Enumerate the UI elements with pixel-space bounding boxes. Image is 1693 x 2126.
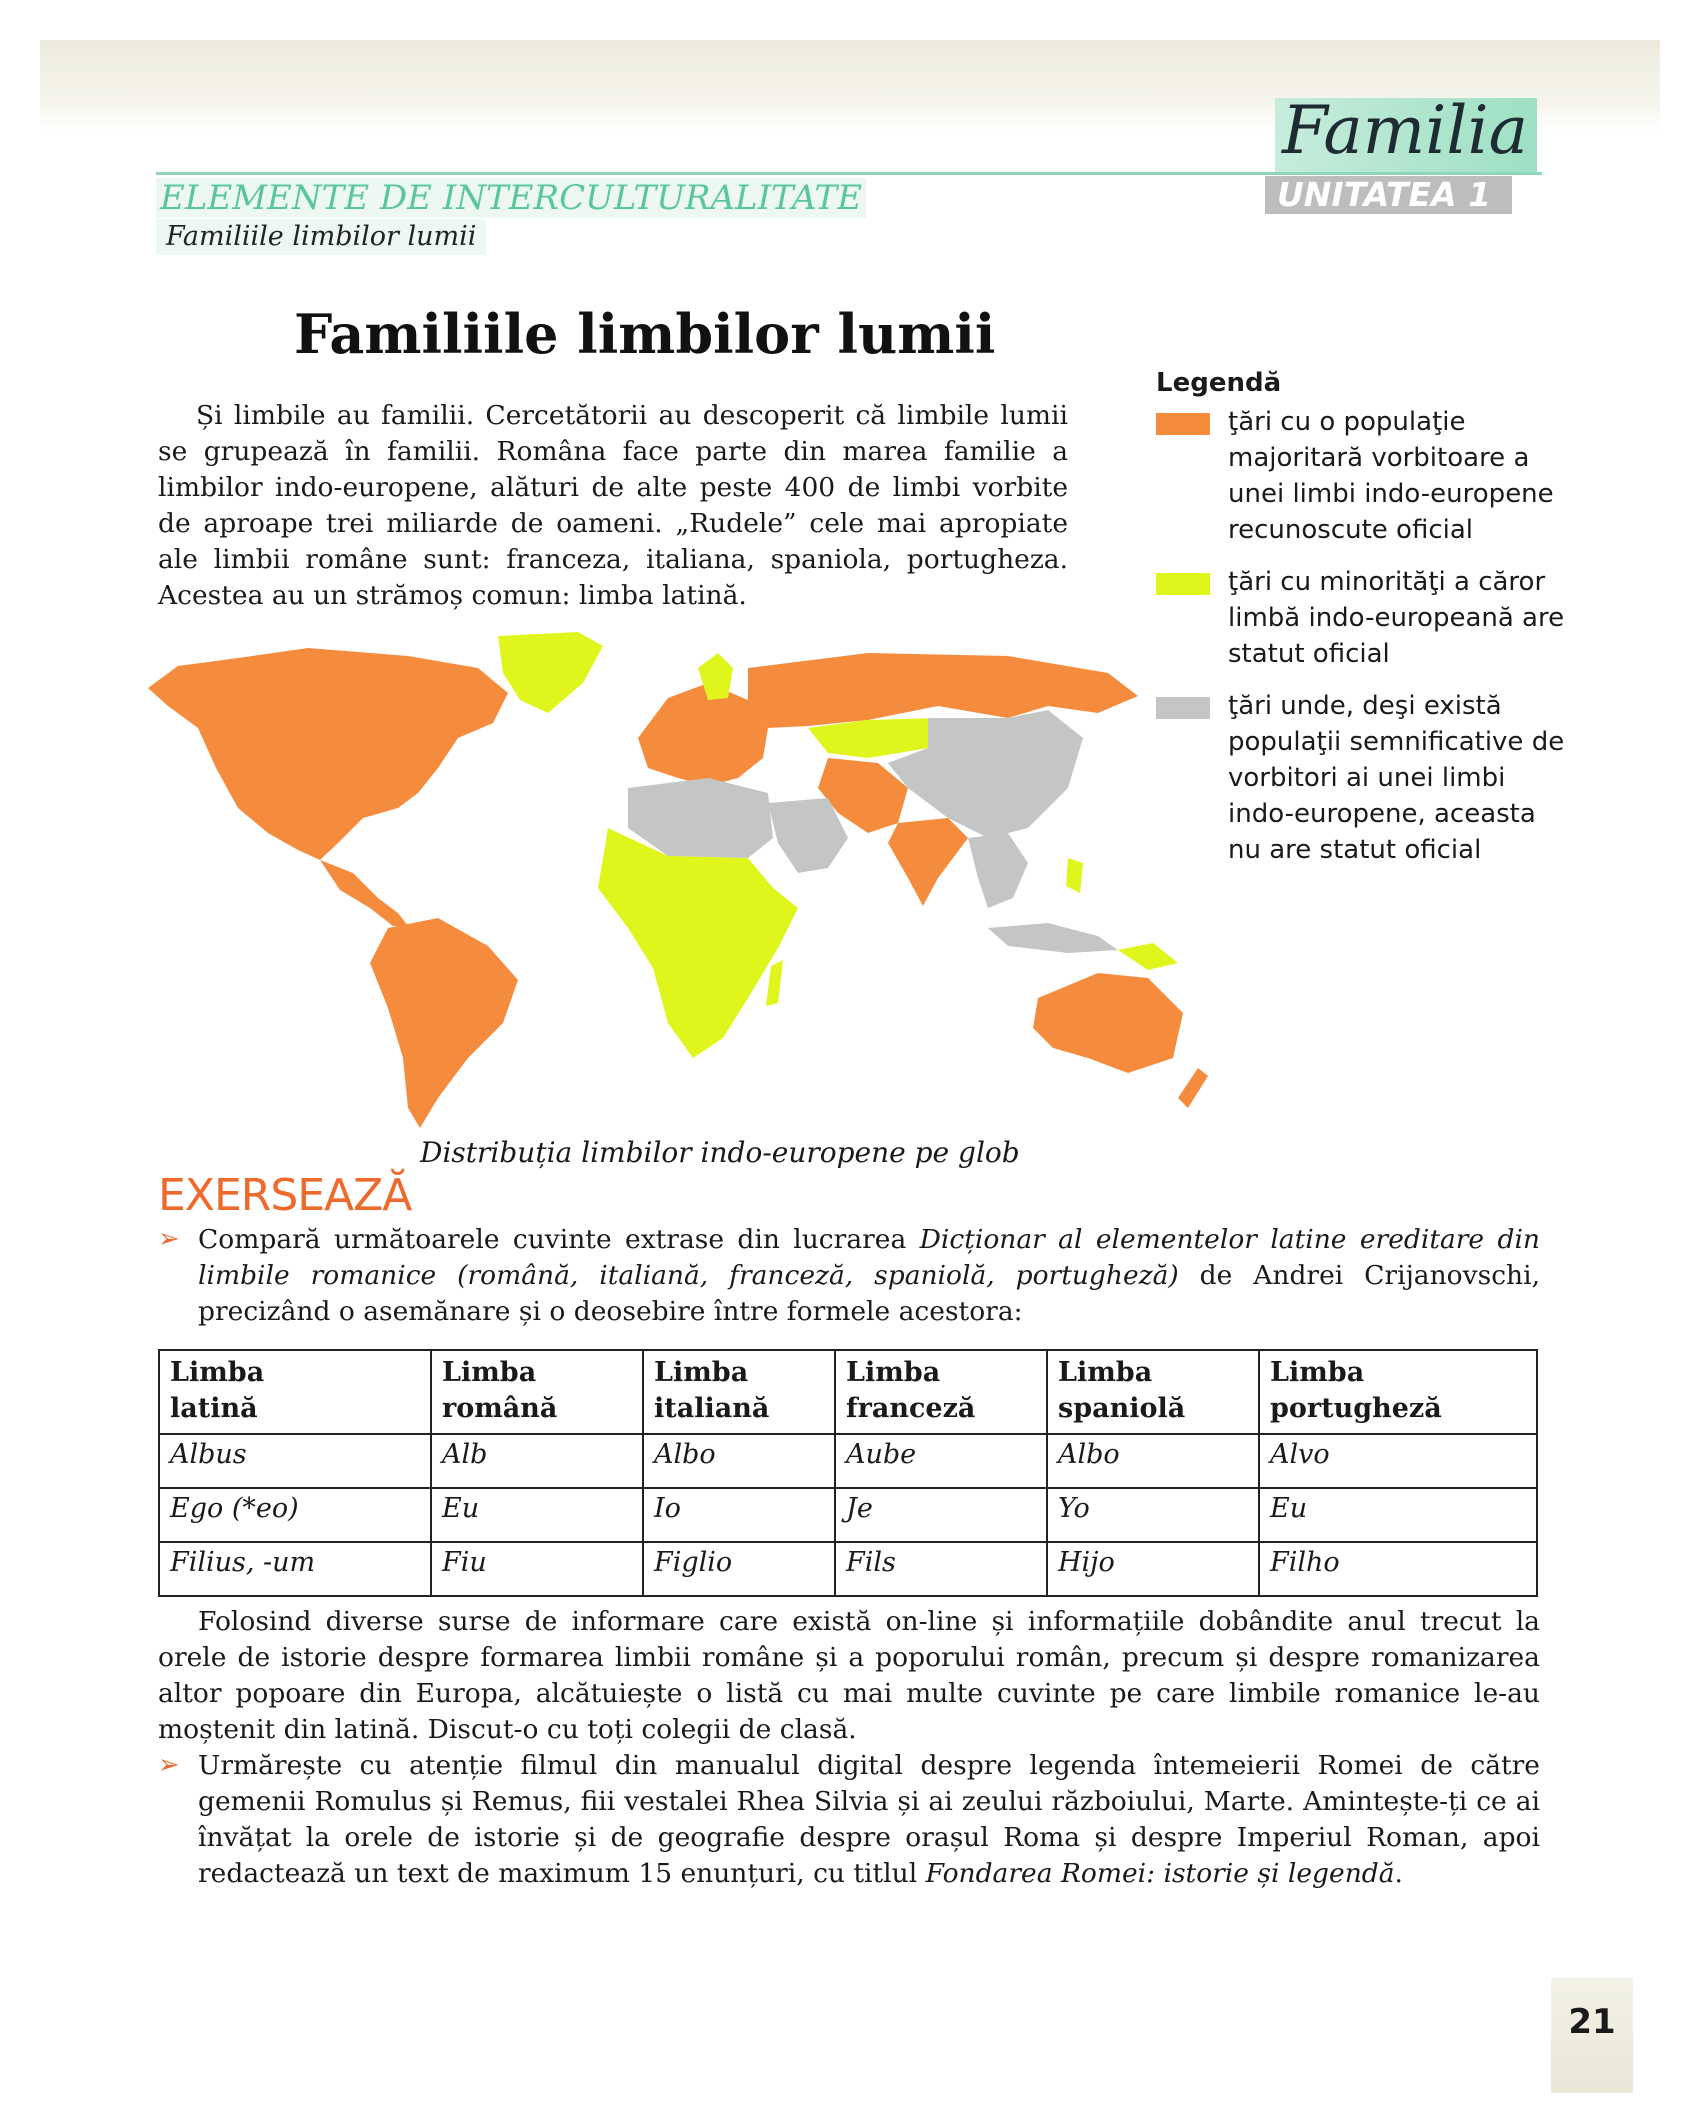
section-subtitle: Familiile limbilor lumii	[156, 219, 486, 255]
exercise-instruction-1	[198, 1222, 1540, 1330]
table-cell: Eu	[431, 1488, 643, 1542]
table-cell: Albo	[1047, 1434, 1259, 1488]
legend-swatch	[1156, 413, 1210, 435]
world-map	[108, 628, 1208, 1138]
philippines	[1066, 858, 1083, 893]
table-row	[159, 1434, 1537, 1488]
table-row	[159, 1488, 1537, 1542]
russia	[748, 653, 1138, 728]
map-legend	[1156, 368, 1576, 884]
table-header-row	[159, 1350, 1537, 1434]
table-cell: Eu	[1259, 1488, 1537, 1542]
bullet-arrow-icon: ➢	[158, 1750, 180, 1780]
legend-swatch	[1156, 573, 1210, 595]
table-cell: Albo	[643, 1434, 835, 1488]
bullet-arrow-icon: ➢	[158, 1224, 180, 1254]
table-cell: Filho	[1259, 1542, 1537, 1596]
exercise-title: EXERSEAZĂ	[158, 1170, 412, 1221]
africa	[598, 828, 798, 1058]
table-row	[159, 1542, 1537, 1596]
table-cell: Je	[835, 1488, 1047, 1542]
legend-item	[1156, 404, 1576, 548]
table-cell: Alb	[431, 1434, 643, 1488]
table-header-cell: Limba română	[431, 1350, 643, 1434]
instruction-text: .	[1394, 1858, 1403, 1889]
table-cell: Alvo	[1259, 1434, 1537, 1488]
legend-item	[1156, 688, 1576, 868]
table-header-cell: Limba italiană	[643, 1350, 835, 1434]
table-cell: Albus	[159, 1434, 431, 1488]
greenland	[498, 632, 603, 713]
indonesia	[988, 923, 1118, 953]
southeast-asia	[968, 833, 1028, 908]
legend-item	[1156, 564, 1576, 672]
table-header-cell: Limba portugheză	[1259, 1350, 1537, 1434]
table-cell: Yo	[1047, 1488, 1259, 1542]
india	[888, 818, 968, 906]
book-title: Dicționar al elementelor latine ereditare din limbile romanice (română, italiană, franceză, spaniolă, portugheză)	[198, 1224, 1540, 1291]
papua	[1118, 943, 1178, 970]
unit-title: Familia	[1282, 92, 1528, 169]
table-cell: Figlio	[643, 1542, 835, 1596]
exercise-paragraph: Folosind diverse surse de informare care există on-line și informațiile dobândite anul trecut la orele de istorie despre formarea limbii române și a poporului român, precum și despre romanizarea altor popoare din Europa, alcătuiește o listă cu mai multe cuvinte pe care limbile romanice le-au moștenit din latină. Discut-o cu toți colegii de clasă.	[158, 1606, 1540, 1745]
instruction-text: de Andrei Crijanovschi, precizând o asemănare și o deosebire între formele acestora:	[198, 1260, 1540, 1327]
table-header-cell: Limba spaniolă	[1047, 1350, 1259, 1434]
page-title: Familiile limbilor lumii	[294, 302, 996, 366]
word-comparison-table	[158, 1349, 1538, 1597]
world-map-graphic	[108, 628, 1208, 1138]
exercise-instruction-2	[198, 1748, 1540, 1892]
map-caption: Distribuția limbilor indo-europene pe glob	[420, 1136, 1020, 1169]
table-cell: Io	[643, 1488, 835, 1542]
table-header-cell: Limba franceză	[835, 1350, 1047, 1434]
table-cell: Hijo	[1047, 1542, 1259, 1596]
table-cell: Fiu	[431, 1542, 643, 1596]
australia	[1033, 973, 1183, 1073]
instruction-text: Compară următoarele cuvinte extrase din lucrarea	[198, 1224, 920, 1255]
section-title: ELEMENTE DE INTERCULTURALITATE	[156, 178, 866, 218]
intro-paragraph: Și limbile au familii. Cercetătorii au descoperit că limbile lumii se grupează în familii. Româna face parte din marea familie a limbilor indo-europene, alături de alte peste 400 de limbi vorbite de aproape trei miliarde de oameni. „Rudele” cele mai apropiate ale limbii române sunt: franceza, italiana, spaniola, portugheza. Acestea au un strămoș comun: limba latină.	[158, 400, 1068, 611]
north-america	[148, 648, 508, 860]
instruction-text: Urmărește cu atenție filmul din manualul digital despre legenda întemeierii Romei de către gemenii Romulus și Remus, fiii vestalei Rhea Silvia și ai zeului războiului, Marte. Amintește-ți ce ai învățat la orele de istorie și de geografie despre orașul Roma și despre Imperiul Roman, apoi redactează un text de maximum 15 enunțuri, cu titlul	[198, 1750, 1540, 1889]
legend-label: ţări cu minorităţi a căror limbă indo-europeană are statut oficial	[1228, 567, 1565, 669]
table-cell: Filius, -um	[159, 1542, 431, 1596]
legend-label: ţări cu o populaţie majoritară vorbitoare a unei limbi indo-europene recunoscute oficial	[1228, 407, 1554, 545]
page-number: 21	[1568, 2002, 1616, 2042]
madagascar	[766, 960, 783, 1006]
table-header-cell: Limba latină	[159, 1350, 431, 1434]
table-cell: Aube	[835, 1434, 1047, 1488]
legend-title: Legendă	[1156, 368, 1282, 398]
new-zealand	[1178, 1068, 1208, 1108]
legend-label: ţări unde, deşi există populaţii semnificative de vorbitori ai unei limbi indo-europene, aceasta nu are statut oficial	[1228, 691, 1565, 865]
central-america	[320, 860, 408, 926]
table-cell: Fils	[835, 1542, 1047, 1596]
north-africa	[628, 778, 773, 858]
south-america	[370, 918, 518, 1128]
unit-label: UNITATEA 1	[1265, 176, 1512, 214]
essay-title: Fondarea Romei: istorie și legendă	[925, 1858, 1395, 1889]
table-cell: Ego (*eo)	[159, 1488, 431, 1542]
